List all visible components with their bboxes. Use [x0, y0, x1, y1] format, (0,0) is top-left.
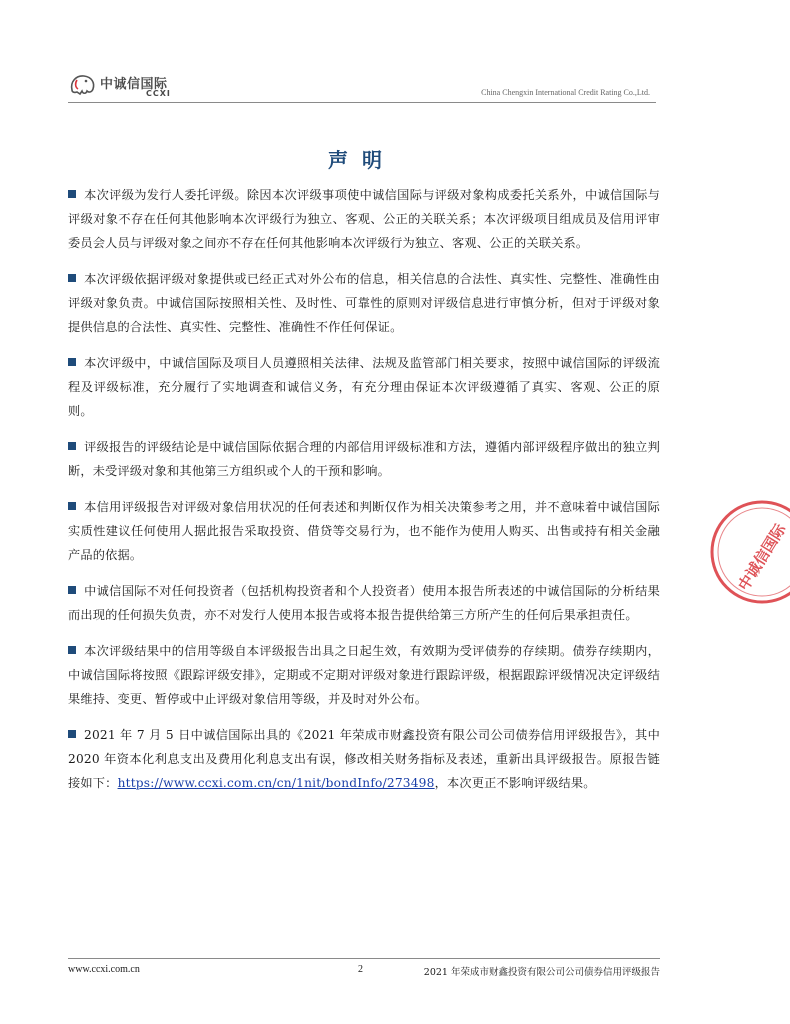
footer-report-title: 2021 年荣成市财鑫投资有限公司公司债券信用评级报告 — [423, 967, 660, 978]
ccxi-logo — [68, 70, 178, 100]
page-number: 2 — [358, 964, 363, 975]
statement-paragraph — [68, 495, 660, 567]
statement-paragraph — [68, 267, 660, 339]
statement-body — [68, 183, 660, 807]
statement-paragraph — [68, 579, 660, 627]
page-title: 声明 — [328, 148, 396, 172]
paragraph-text: 本次评级结果中的信用等级自本评级报告出具之日起生效，有效期为受评债券的存续期。债券存续期内，中诚信国际将按照《跟踪评级安排》，定期或不定期对评级对象进行跟踪评级，根据跟踪评级情况决定评级结果维持、变更、暂停或中止评级对象信用等级，并及时对外公布。 — [68, 644, 660, 706]
footer-divider — [68, 958, 660, 959]
paragraph-text: 中诚信国际不对任何投资者（包括机构投资者和个人投资者）使用本报告所表述的中诚信国际的分析结果而出现的任何损失负责，亦不对发行人使用本报告或将本报告提供给第三方所产生的任何后果承担责任。 — [68, 584, 660, 622]
page-header — [68, 70, 656, 104]
statement-paragraph — [68, 639, 660, 711]
bullet-square-icon — [68, 190, 76, 198]
company-seal-stamp — [700, 495, 790, 610]
paragraph-text: 本次评级依据评级对象提供或已经正式对外公布的信息，相关信息的合法性、真实性、完整性、准确性由评级对象负责。中诚信国际按照相关性、及时性、可靠性的原则对评级信息进行审慎分析，但对于评级对象提供信息的合法性、真实性、完整性、准确性不作任何保证。 — [68, 272, 660, 334]
statement-paragraph — [68, 183, 660, 255]
header-divider — [68, 102, 656, 103]
original-report-link[interactable]: https://www.ccxi.com.cn/cn/1nit/bondInfo/273498 — [117, 776, 435, 790]
paragraph-text: 本次评级中，中诚信国际及项目人员遵照相关法律、法规及监管部门相关要求，按照中诚信国际的评级流程及评级标准，充分履行了实地调查和诚信义务，有充分理由保证本次评级遵循了真实、客观、公正的原则。 — [68, 356, 660, 418]
bullet-square-icon — [68, 730, 76, 738]
seal-text: 中诚信国际 — [734, 520, 790, 594]
logo-en-text: CCXI — [146, 89, 171, 98]
correction-text: 2021 年 7 月 5 日中诚信国际出具的《2021 年荣成市财鑫投资有限公司公司债券信用评级报告》，其中 2020 年资本化利息支出及费用化利息支出有误，修改相关财务指标及表述，重新出具评级报告。原报告链接如下： — [68, 728, 660, 790]
correction-paragraph — [68, 723, 660, 795]
footer-website: www.ccxi.com.cn — [68, 964, 140, 975]
statement-paragraph — [68, 351, 660, 423]
paragraph-text: 本次评级为发行人委托评级。除因本次评级事项使中诚信国际与评级对象构成委托关系外，中诚信国际与评级对象不存在任何其他影响本次评级行为独立、客观、公正的关联关系；本次评级项目组成员及信用评审委员会人员与评级对象之间亦不存在任何其他影响本次评级行为独立、客观、公正的关联关系。 — [68, 188, 660, 250]
bullet-square-icon — [68, 274, 76, 282]
elephant-logo-icon — [68, 72, 98, 96]
bullet-square-icon — [68, 502, 76, 510]
company-english-name: China Chengxin International Credit Rating Co.,Ltd. — [481, 88, 650, 97]
bullet-square-icon — [68, 358, 76, 366]
bullet-square-icon — [68, 646, 76, 654]
statement-paragraph — [68, 435, 660, 483]
paragraph-text: 评级报告的评级结论是中诚信国际依据合理的内部信用评级标准和方法，遵循内部评级程序做出的独立判断，未受评级对象和其他第三方组织或个人的干预和影响。 — [68, 440, 660, 478]
bullet-square-icon — [68, 442, 76, 450]
logo-cn-text: 中诚信国际 — [100, 77, 168, 92]
correction-text-end: ，本次更正不影响评级结果。 — [434, 776, 596, 790]
bullet-square-icon — [68, 586, 76, 594]
page-footer — [68, 958, 660, 978]
paragraph-text: 本信用评级报告对评级对象信用状况的任何表述和判断仅作为相关决策参考之用，并不意味着中诚信国际实质性建议任何使用人据此报告采取投资、借贷等交易行为，也不能作为使用人购买、出售或持有相关金融产品的依据。 — [68, 500, 660, 562]
